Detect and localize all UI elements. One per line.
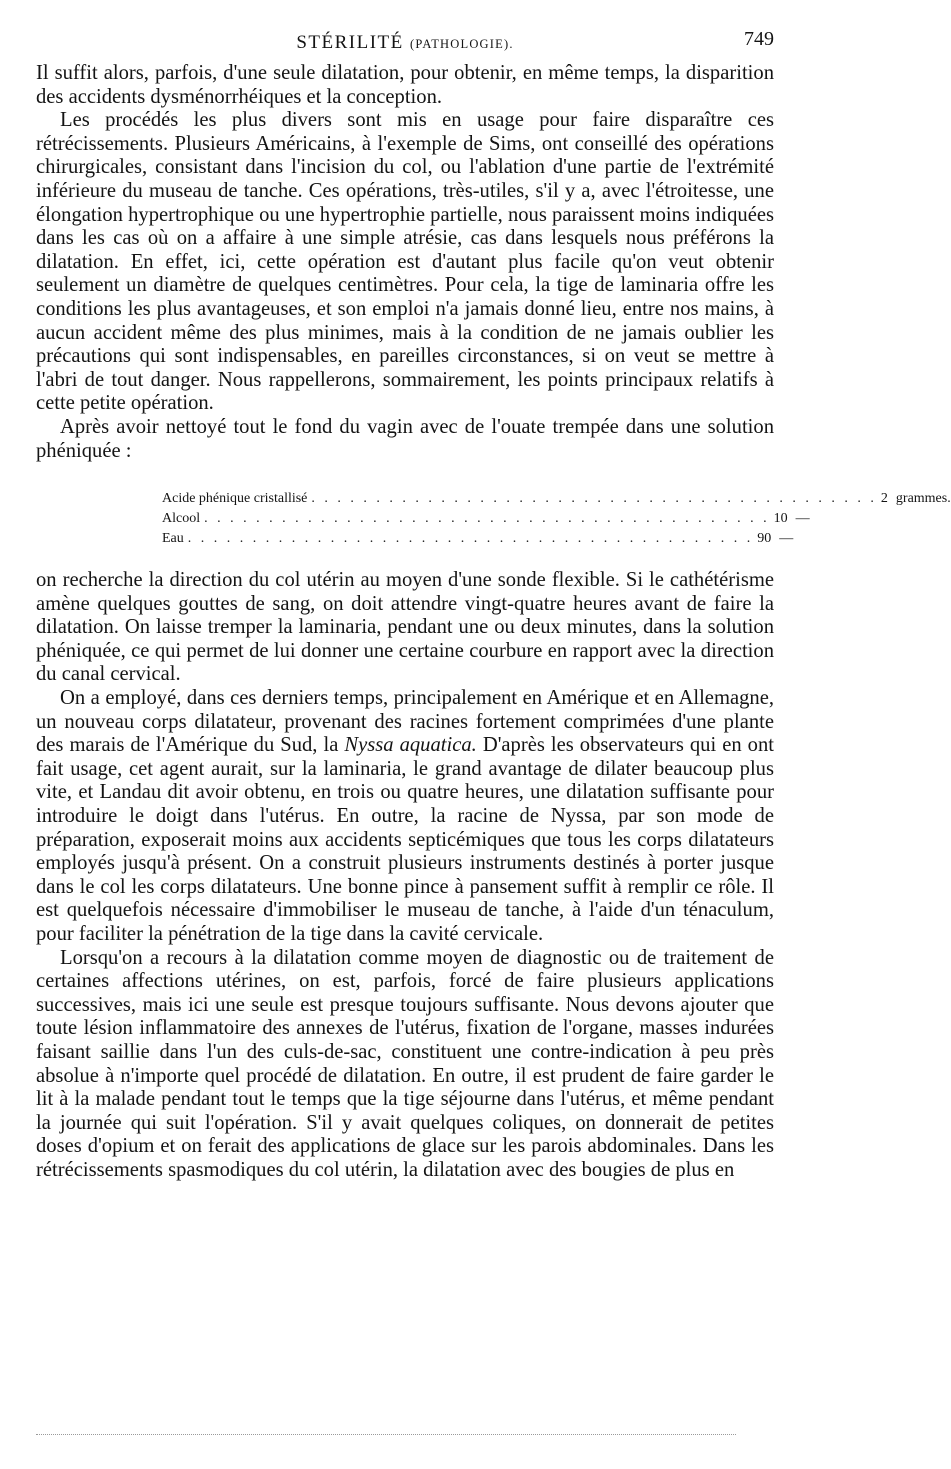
ingredient-quantity: 2	[880, 491, 888, 507]
ingredient-quantity: 10	[773, 511, 788, 527]
paragraph-2: Les procédés les plus divers sont mis en usage pour faire disparaître ces rétrécissements. Plusieurs Américains, à l'exemple de Sims, ont conseillé des opérations chirurgicales, consistant dans l'incision du col, ou l'ablation d'une partie de l'extrémité inférieure du museau de tanche. Ces opérations, très-utiles, s'il y a, avec l'étroitesse, une élongation hypertrophique ou une hypertrophie partielle, nous paraissent moins indiquées dans les cas où on a affaire à une simple atrésie, cas dans lesquels nous préférons la dilatation. En effet, ici, cette opération est d'autant plus facile qu'on veut obtenir seulement un diamètre de quelques centimètres. Pour cela, la tige de laminaria offre les conditions les plus avantageuses, et son emploi n'a jamais donné lieu, entre nos mains, à aucun accident même des plus minimes, mais à la condition de ne jamais oublier les précautions qui sont indispensables, en pareilles circonstances, si on veut se mettre à l'abri de tout danger. Nous rappellerons, sommairement, les points principaux relatifs à cette petite opération.	[36, 109, 774, 415]
running-head-title: STÉRILITÉ	[296, 32, 404, 53]
ingredient-name: Eau	[162, 531, 184, 547]
running-head-subtitle: (PATHOLOGIE).	[410, 37, 514, 51]
paragraph-6: Lorsqu'on a recours à la dilatation comme moyen de diagnostic ou de traitement de certaines affections utérines, on est, parfois, forcé de faire plusieurs applications successives, mais ici une seule est presque toujours suffisante. Nous devons ajouter que toute lésion inflammatoire des annexes de l'utérus, fixation de l'organe, masses indurées faisant saillie dans l'un des culs-de-sac, constituent une contre-indication à peu près absolue à n'importe quel procédé de dilatation. En outre, il est prudent de faire garder le lit à la malade pendant tout le temps que la tige séjourne dans l'utérus, et même pendant la journée qui suit l'opération. S'il y avait quelques coliques, on donnerait de petites doses d'opium et on ferait des applications de glace sur les parois abdominales. Dans les rétrécissements spasmodiques du col utérin, la dilatation avec des bougies de plus en	[36, 946, 774, 1181]
ingredient-name: Acide phénique cristallisé	[162, 491, 308, 507]
ingredient-quantity: 90	[757, 531, 772, 547]
ingredient-name: Alcool	[162, 511, 201, 527]
running-head	[36, 32, 774, 54]
dot-leader: . . . . . . . . . . . . . . . . . . . . . . . . . . . . . . . . . . . . . . . . . . . .	[187, 531, 754, 547]
recipe-row	[162, 529, 794, 549]
ingredient-unit: —	[795, 511, 810, 527]
paragraph-1: Il suffit alors, parfois, d'une seule dilatation, pour obtenir, en même temps, la disparition des accidents dysménorrhéiques et la conception.	[36, 62, 774, 108]
paragraph-5-text-a: On a employé, dans ces derniers temps, principalement en Amérique et en Allemagne, un nouveau corps dilatateur, provenant des racines fortement comprimées d'une plante des marais de l'Amérique du Sud, la	[36, 687, 774, 757]
book-page	[36, 28, 951, 1183]
paragraph-5-text-b: D'après les observateurs qui en ont fait usage, cet agent aurait, sur la laminaria, le grand avantage de dilater beaucoup plus vite, et Landau dit avoir obtenu, en trois ou quatre heures, une dilatation suffisante pour introduire le doigt dans l'utérus. En outre, la racine de Nyssa, par son mode de préparation, exposerait moins aux accidents septicémiques que tous les corps dilatateurs employés jusqu'à présent. On a construit plusieurs instruments destinés à porter jusque dans le col les corps dilatateurs. Une bonne pince à pansement suffit à remplir ce rôle. Il est quelquefois nécessaire d'immobiliser le museau de tanche, à l'aide d'un ténaculum, pour faciliter la pénétration de la tige dans la cavité cervicale.	[36, 734, 774, 945]
footer-divider	[36, 1434, 736, 1435]
dot-leader: . . . . . . . . . . . . . . . . . . . . . . . . . . . . . . . . . . . . . . . . . . . .	[204, 511, 770, 527]
page-header	[36, 28, 774, 62]
recipe-row	[162, 489, 951, 509]
ingredient-unit: —	[779, 531, 794, 547]
recipe-table	[162, 489, 951, 549]
paragraph-3: Après avoir nettoyé tout le fond du vagin avec de l'ouate trempée dans une solution phéniquée :	[36, 415, 774, 462]
paragraph-5	[36, 687, 774, 947]
species-name: Nyssa aquatica.	[344, 734, 477, 757]
paragraph-4: on recherche la direction du col utérin au moyen d'une sonde flexible. Si le cathétérisme amène quelques gouttes de sang, on doit attendre vingt-quatre heures avant de faire la dilatation. On laisse tremper la laminaria, pendant une ou deux minutes, dans la solution phéniquée, ce qui permet de lui donner une certaine courbure en rapport avec la direction du canal cervical.	[36, 569, 774, 686]
recipe-row	[162, 509, 810, 529]
ingredient-unit: grammes.	[895, 491, 951, 507]
dot-leader: . . . . . . . . . . . . . . . . . . . . . . . . . . . . . . . . . . . . . . . . . . . .	[311, 491, 877, 507]
page-number: 749	[744, 28, 774, 50]
